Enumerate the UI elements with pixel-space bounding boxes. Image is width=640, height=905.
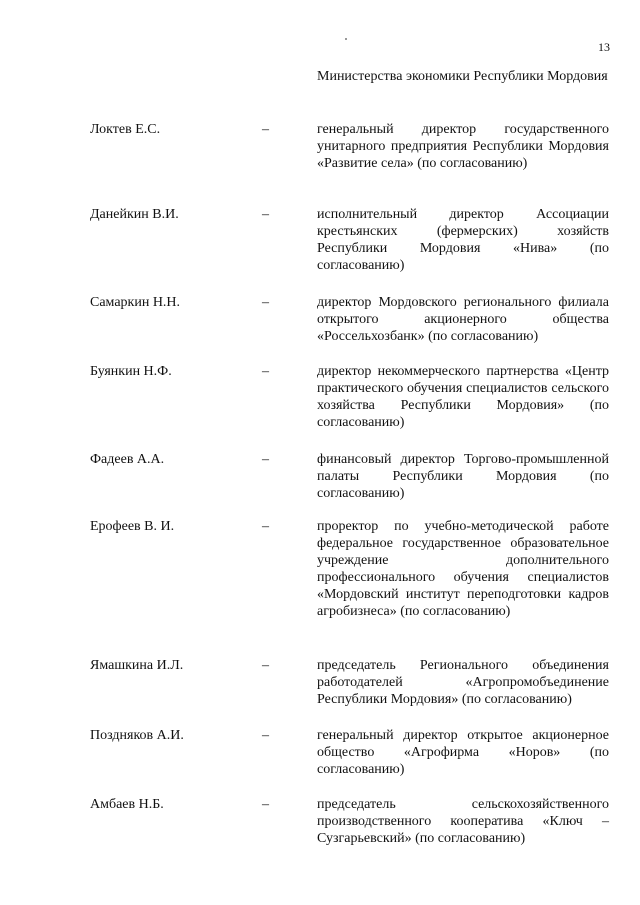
member-dash: – bbox=[262, 122, 269, 137]
member-description: исполнительный директор Ассоциации крестьянских (фермерских) хозяйств Республики Мордовия «Нива» (по согласованию) bbox=[317, 207, 609, 273]
member-description: директор Мордовского регионального филиала открытого акционерного общества «Россельхозбанк» (по согласованию) bbox=[317, 295, 609, 344]
member-dash: – bbox=[262, 797, 269, 812]
member-name: Локтев Е.С. bbox=[90, 122, 161, 137]
member-dash: – bbox=[262, 519, 269, 534]
member-name: Самаркин Н.Н. bbox=[90, 295, 181, 310]
member-description: директор некоммерческого партнерства «Центр практического обучения специалистов сельского хозяйства Республики Мордовия» (по согласованию) bbox=[317, 364, 609, 430]
member-name: Фадеев А.А. bbox=[90, 452, 165, 467]
continuation-text: Министерства экономики Республики Мордовия bbox=[317, 69, 608, 84]
member-name: Ямашкина И.Л. bbox=[90, 658, 184, 673]
member-name: Данейкин В.И. bbox=[90, 207, 179, 222]
member-name: Поздняков А.И. bbox=[90, 728, 184, 743]
member-description: генеральный директор открытое акционерное общество «Агрофирма «Норов» (по согласованию) bbox=[317, 728, 609, 777]
member-dash: – bbox=[262, 658, 269, 673]
member-description: генеральный директор государственного унитарного предприятия Республики Мордовия «Развитие села» (по согласованию) bbox=[317, 122, 609, 171]
member-name: Амбаев Н.Б. bbox=[90, 797, 164, 812]
member-name: Ерофеев В. И. bbox=[90, 519, 175, 534]
member-dash: – bbox=[262, 452, 269, 467]
member-description: финансовый директор Торгово-промышленной палаты Республики Мордовия (по согласованию) bbox=[317, 452, 609, 501]
member-dash: – bbox=[262, 295, 269, 310]
member-dash: – bbox=[262, 364, 269, 379]
member-dash: – bbox=[262, 207, 269, 222]
scan-speck bbox=[345, 38, 347, 40]
member-dash: – bbox=[262, 728, 269, 743]
member-description: председатель сельскохозяйственного производственного кооператива «Ключ – Сузгарьевский» (по согласованию) bbox=[317, 797, 609, 846]
page-number: 13 bbox=[598, 40, 610, 54]
member-name: Буянкин Н.Ф. bbox=[90, 364, 172, 379]
member-description: проректор по учебно-методической работе федеральное государственное образовательное учреждение дополнительного профессионального обучения специалистов «Мордовский институт переподготовки кадров агробизнеса» (по согласованию) bbox=[317, 519, 609, 619]
member-description: председатель Регионального объединения работодателей «Агропромобъединение Республики Мордовия» (по согласованию) bbox=[317, 658, 609, 707]
